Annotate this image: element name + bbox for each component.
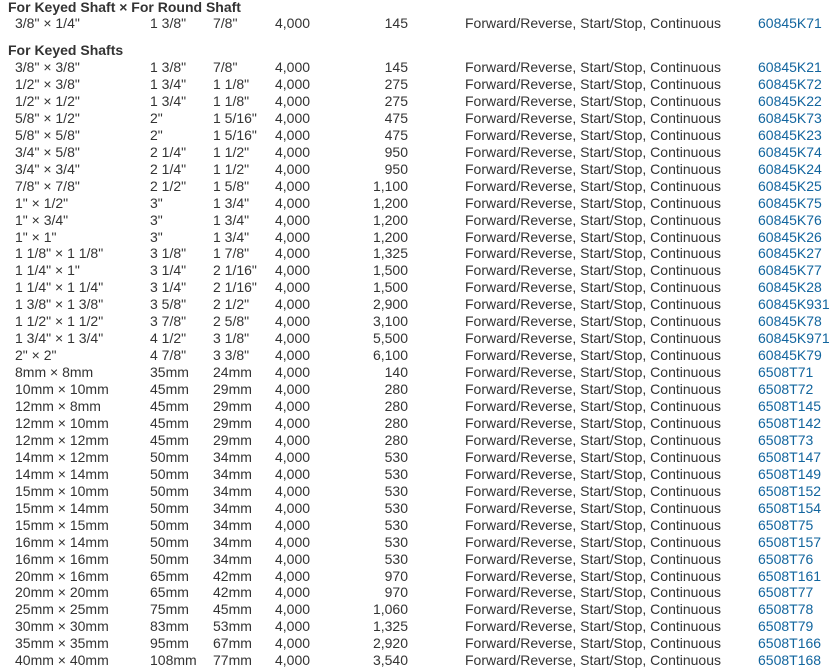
table-row: [0, 449, 839, 466]
max-rpm: 4,000: [275, 109, 311, 126]
overall-width: 2 5/8": [213, 313, 250, 330]
overall-width: 34mm: [213, 516, 252, 533]
shaft-size: 3/4" × 3/4": [15, 160, 80, 177]
part-number-link[interactable]: 60845K25: [758, 177, 822, 194]
motion-type: Forward/Reverse, Start/Stop, Continuous: [465, 160, 722, 177]
table-row: [0, 59, 839, 76]
table-row: [0, 161, 839, 178]
shaft-size: 1 1/4" × 1": [15, 262, 80, 279]
shaft-size: 1" × 3/4": [15, 211, 69, 228]
outside-diameter: 3 5/8": [150, 296, 187, 313]
max-torque: 2,900: [372, 296, 408, 313]
max-rpm: 4,000: [275, 296, 311, 313]
max-rpm: 4,000: [275, 381, 311, 398]
overall-width: 34mm: [213, 550, 252, 567]
table-row: [0, 262, 839, 279]
motion-type: Forward/Reverse, Start/Stop, Continuous: [465, 584, 722, 601]
outside-diameter: 3 1/4": [150, 279, 187, 296]
max-torque: 3,100: [372, 313, 408, 330]
max-rpm: 4,000: [275, 143, 311, 160]
overall-width: 42mm: [213, 584, 252, 601]
part-number-link[interactable]: 60845K78: [758, 313, 822, 330]
shaft-size: 15mm × 10mm: [15, 482, 109, 499]
overall-width: 29mm: [213, 398, 252, 414]
table-row: [0, 144, 839, 161]
max-rpm: 4,000: [275, 652, 311, 669]
motion-type: Forward/Reverse, Start/Stop, Continuous: [465, 75, 722, 92]
outside-diameter: 75mm: [150, 601, 189, 618]
shaft-size: 25mm × 25mm: [15, 601, 109, 618]
shaft-size: 1/2" × 3/8": [15, 75, 80, 92]
max-torque: 2,920: [372, 635, 408, 652]
max-torque: 1,200: [372, 211, 408, 228]
motion-type: Forward/Reverse, Start/Stop, Continuous: [465, 499, 722, 516]
part-number-link[interactable]: 6508T77: [758, 584, 814, 601]
motion-type: Forward/Reverse, Start/Stop, Continuous: [465, 550, 722, 567]
max-rpm: 4,000: [275, 533, 311, 550]
overall-width: 34mm: [213, 482, 252, 499]
outside-diameter: 3": [150, 194, 163, 211]
overall-width: 1 5/8": [213, 177, 250, 194]
part-number-link[interactable]: 60845K24: [758, 160, 822, 177]
part-number-link[interactable]: 60845K71: [758, 15, 822, 31]
max-rpm: 4,000: [275, 618, 311, 635]
outside-diameter: 3": [150, 211, 163, 228]
outside-diameter: 45mm: [150, 431, 189, 448]
max-torque: 3,540: [372, 652, 408, 669]
motion-type: Forward/Reverse, Start/Stop, Continuous: [465, 177, 722, 194]
part-number-link[interactable]: 6508T76: [758, 550, 814, 567]
motion-type: Forward/Reverse, Start/Stop, Continuous: [465, 414, 722, 431]
overall-width: 1 5/16": [213, 109, 257, 126]
part-number-link[interactable]: 60845K76: [758, 211, 822, 228]
overall-width: 77mm: [213, 652, 252, 669]
motion-type: Forward/Reverse, Start/Stop, Continuous: [465, 618, 722, 635]
shaft-size: 35mm × 35mm: [15, 635, 109, 652]
table-row: [0, 432, 839, 449]
max-rpm: 4,000: [275, 482, 311, 499]
motion-type: Forward/Reverse, Start/Stop, Continuous: [465, 296, 722, 313]
part-number-link[interactable]: 60845K27: [758, 245, 822, 262]
outside-diameter: 50mm: [150, 533, 189, 550]
overall-width: 34mm: [213, 533, 252, 550]
part-number-link[interactable]: 6508T149: [758, 465, 822, 482]
outside-diameter: 45mm: [150, 398, 189, 414]
max-torque: 1,500: [372, 262, 408, 279]
overall-width: 7/8": [213, 59, 238, 75]
overall-width: 1 3/4": [213, 211, 250, 228]
table-row: [0, 279, 839, 296]
outside-diameter: 45mm: [150, 414, 189, 431]
max-torque: 1,060: [372, 601, 408, 618]
overall-width: 2 1/16": [213, 262, 257, 279]
max-rpm: 4,000: [275, 431, 311, 448]
max-rpm: 4,000: [275, 567, 311, 584]
max-rpm: 4,000: [275, 516, 311, 533]
max-torque: 530: [384, 550, 408, 567]
motion-type: Forward/Reverse, Start/Stop, Continuous: [465, 398, 722, 414]
max-rpm: 4,000: [275, 126, 311, 143]
outside-diameter: 2 1/4": [150, 160, 187, 177]
shaft-size: 30mm × 30mm: [15, 618, 109, 635]
motion-type: Forward/Reverse, Start/Stop, Continuous: [465, 347, 722, 364]
table-row: [0, 296, 839, 313]
max-rpm: 4,000: [275, 584, 311, 601]
overall-width: 2 1/16": [213, 279, 257, 296]
overall-width: 1 7/8": [213, 245, 250, 262]
shaft-size: 3/8" × 1/4": [15, 15, 80, 31]
overall-width: 3 1/8": [213, 330, 250, 347]
part-number-link[interactable]: 6508T157: [758, 533, 822, 550]
part-number-link[interactable]: 60845K971: [758, 330, 830, 347]
table-row: [0, 517, 839, 534]
table-row: [0, 652, 839, 669]
table-row: [0, 601, 839, 618]
shaft-size: 8mm × 8mm: [15, 364, 94, 381]
outside-diameter: 2": [150, 109, 163, 126]
shaft-size: 15mm × 14mm: [15, 499, 109, 516]
overall-width: 53mm: [213, 618, 252, 635]
table-row: [0, 330, 839, 347]
max-rpm: 4,000: [275, 194, 311, 211]
max-torque: 475: [384, 126, 408, 143]
outside-diameter: 83mm: [150, 618, 189, 635]
motion-type: Forward/Reverse, Start/Stop, Continuous: [465, 15, 722, 31]
motion-type: Forward/Reverse, Start/Stop, Continuous: [465, 448, 722, 465]
table-row: [0, 229, 839, 246]
shaft-size: 14mm × 14mm: [15, 465, 109, 482]
max-torque: 530: [384, 482, 408, 499]
table-row: [0, 584, 839, 601]
table-row: [0, 212, 839, 229]
outside-diameter: 50mm: [150, 465, 189, 482]
motion-type: Forward/Reverse, Start/Stop, Continuous: [465, 143, 722, 160]
table-row: [0, 313, 839, 330]
max-torque: 1,100: [372, 177, 408, 194]
part-number-link[interactable]: 6508T78: [758, 601, 814, 618]
overall-width: 34mm: [213, 499, 252, 516]
part-number-link[interactable]: 6508T168: [758, 652, 822, 669]
overall-width: 24mm: [213, 364, 252, 381]
part-number-link[interactable]: 6508T166: [758, 635, 822, 652]
overall-width: 7/8": [213, 15, 238, 31]
max-rpm: 4,000: [275, 279, 311, 296]
table-row: [0, 551, 839, 568]
max-torque: 275: [384, 92, 408, 109]
shaft-size: 20mm × 16mm: [15, 567, 109, 584]
shaft-size: 7/8" × 7/8": [15, 177, 80, 194]
shaft-size: 1 3/8" × 1 3/8": [15, 296, 104, 313]
outside-diameter: 95mm: [150, 635, 189, 652]
shaft-size: 1 1/2" × 1 1/2": [15, 313, 104, 330]
part-number-link[interactable]: 60845K931: [758, 296, 830, 313]
outside-diameter: 108mm: [150, 652, 197, 669]
max-torque: 1,325: [372, 618, 408, 635]
max-torque: 530: [384, 533, 408, 550]
max-torque: 6,100: [372, 347, 408, 364]
outside-diameter: 1 3/4": [150, 75, 187, 92]
shaft-size: 3/8" × 3/8": [15, 59, 80, 75]
table-row: [0, 15, 839, 32]
shaft-size: 2" × 2": [15, 347, 57, 364]
max-torque: 275: [384, 75, 408, 92]
motion-type: Forward/Reverse, Start/Stop, Continuous: [465, 516, 722, 533]
max-rpm: 4,000: [275, 211, 311, 228]
max-torque: 530: [384, 516, 408, 533]
overall-width: 29mm: [213, 431, 252, 448]
max-rpm: 4,000: [275, 177, 311, 194]
shaft-size: 1" × 1/2": [15, 194, 69, 211]
max-torque: 1,325: [372, 245, 408, 262]
motion-type: Forward/Reverse, Start/Stop, Continuous: [465, 59, 722, 75]
outside-diameter: 35mm: [150, 364, 189, 381]
motion-type: Forward/Reverse, Start/Stop, Continuous: [465, 126, 722, 143]
table-row: [0, 178, 839, 195]
max-torque: 1,200: [372, 194, 408, 211]
shaft-size: 5/8" × 1/2": [15, 109, 80, 126]
max-torque: 145: [384, 59, 408, 75]
part-number-link[interactable]: 60845K26: [758, 228, 822, 245]
max-rpm: 4,000: [275, 398, 311, 414]
table-row: [0, 635, 839, 652]
part-number-link[interactable]: 6508T145: [758, 398, 822, 414]
max-torque: 280: [384, 381, 408, 398]
max-torque: 950: [384, 160, 408, 177]
max-rpm: 4,000: [275, 364, 311, 381]
max-rpm: 4,000: [275, 92, 311, 109]
part-number-link[interactable]: 60845K79: [758, 347, 822, 364]
table-row: [0, 76, 839, 93]
max-torque: 1,500: [372, 279, 408, 296]
table-row: [0, 618, 839, 635]
max-torque: 970: [384, 584, 408, 601]
motion-type: Forward/Reverse, Start/Stop, Continuous: [465, 635, 722, 652]
max-torque: 280: [384, 431, 408, 448]
max-rpm: 4,000: [275, 262, 311, 279]
shaft-size: 1 1/8" × 1 1/8": [15, 245, 104, 262]
outside-diameter: 65mm: [150, 584, 189, 601]
max-rpm: 4,000: [275, 330, 311, 347]
max-rpm: 4,000: [275, 550, 311, 567]
shaft-size: 1" × 1": [15, 228, 57, 245]
max-rpm: 4,000: [275, 15, 311, 31]
part-number-link[interactable]: 60845K22: [758, 92, 822, 109]
motion-type: Forward/Reverse, Start/Stop, Continuous: [465, 279, 722, 296]
outside-diameter: 50mm: [150, 516, 189, 533]
part-number-link[interactable]: 6508T161: [758, 567, 822, 584]
max-rpm: 4,000: [275, 347, 311, 364]
max-torque: 950: [384, 143, 408, 160]
part-number-link[interactable]: 60845K74: [758, 143, 822, 160]
part-number-link[interactable]: 6508T147: [758, 448, 822, 465]
part-number-link[interactable]: 6508T71: [758, 364, 814, 381]
motion-type: Forward/Reverse, Start/Stop, Continuous: [465, 482, 722, 499]
motion-type: Forward/Reverse, Start/Stop, Continuous: [465, 228, 722, 245]
part-number-link[interactable]: 6508T75: [758, 516, 814, 533]
motion-type: Forward/Reverse, Start/Stop, Continuous: [465, 652, 722, 669]
max-rpm: 4,000: [275, 160, 311, 177]
max-torque: 280: [384, 398, 408, 414]
shaft-size: 3/4" × 5/8": [15, 143, 80, 160]
overall-width: 1 1/2": [213, 160, 250, 177]
motion-type: Forward/Reverse, Start/Stop, Continuous: [465, 211, 722, 228]
max-rpm: 4,000: [275, 414, 311, 431]
table-row: [0, 500, 839, 517]
part-number-link[interactable]: 60845K75: [758, 194, 822, 211]
shaft-size: 1 1/4" × 1 1/4": [15, 279, 104, 296]
shaft-size: 15mm × 15mm: [15, 516, 109, 533]
part-number-link[interactable]: 60845K28: [758, 279, 822, 296]
table-row: [0, 347, 839, 364]
overall-width: 34mm: [213, 448, 252, 465]
outside-diameter: 4 1/2": [150, 330, 187, 347]
outside-diameter: 2 1/2": [150, 177, 187, 194]
shaft-size: 40mm × 40mm: [15, 652, 109, 669]
max-torque: 145: [384, 15, 408, 31]
max-torque: 140: [384, 364, 408, 381]
overall-width: 1 3/4": [213, 194, 250, 211]
part-number-link[interactable]: 6508T73: [758, 431, 814, 448]
motion-type: Forward/Reverse, Start/Stop, Continuous: [465, 262, 722, 279]
outside-diameter: 3": [150, 228, 163, 245]
table-row: [0, 93, 839, 110]
outside-diameter: 2": [150, 126, 163, 143]
outside-diameter: 3 1/8": [150, 245, 187, 262]
table-row: [0, 568, 839, 585]
max-torque: 530: [384, 465, 408, 482]
table-row: [0, 195, 839, 212]
table-row: [0, 110, 839, 127]
motion-type: Forward/Reverse, Start/Stop, Continuous: [465, 194, 722, 211]
max-rpm: 4,000: [275, 465, 311, 482]
shaft-size: 12mm × 10mm: [15, 414, 109, 431]
shaft-size: 12mm × 8mm: [15, 398, 101, 414]
motion-type: Forward/Reverse, Start/Stop, Continuous: [465, 364, 722, 381]
table-row: [0, 245, 839, 262]
outside-diameter: 50mm: [150, 482, 189, 499]
table-row: [0, 534, 839, 551]
shaft-size: 5/8" × 5/8": [15, 126, 80, 143]
max-rpm: 4,000: [275, 448, 311, 465]
max-rpm: 4,000: [275, 245, 311, 262]
part-number-link[interactable]: 60845K23: [758, 126, 822, 143]
max-rpm: 4,000: [275, 635, 311, 652]
overall-width: 42mm: [213, 567, 252, 584]
shaft-size: 14mm × 12mm: [15, 448, 109, 465]
motion-type: Forward/Reverse, Start/Stop, Continuous: [465, 465, 722, 482]
max-torque: 280: [384, 414, 408, 431]
max-rpm: 4,000: [275, 228, 311, 245]
overall-width: 34mm: [213, 465, 252, 482]
outside-diameter: 50mm: [150, 448, 189, 465]
motion-type: Forward/Reverse, Start/Stop, Continuous: [465, 313, 722, 330]
max-torque: 5,500: [372, 330, 408, 347]
outside-diameter: 50mm: [150, 499, 189, 516]
motion-type: Forward/Reverse, Start/Stop, Continuous: [465, 567, 722, 584]
max-torque: 475: [384, 109, 408, 126]
part-number-link[interactable]: 60845K73: [758, 109, 822, 126]
outside-diameter: 3 1/4": [150, 262, 187, 279]
shaft-size: 1/2" × 1/2": [15, 92, 80, 109]
overall-width: 29mm: [213, 381, 252, 398]
part-number-link[interactable]: 60845K21: [758, 59, 822, 75]
motion-type: Forward/Reverse, Start/Stop, Continuous: [465, 381, 722, 398]
max-rpm: 4,000: [275, 313, 311, 330]
motion-type: Forward/Reverse, Start/Stop, Continuous: [465, 533, 722, 550]
shaft-size: 20mm × 20mm: [15, 584, 109, 601]
shaft-size: 12mm × 12mm: [15, 431, 109, 448]
table-row: [0, 398, 839, 415]
overall-width: 45mm: [213, 601, 252, 618]
max-rpm: 4,000: [275, 75, 311, 92]
outside-diameter: 1 3/4": [150, 92, 187, 109]
max-rpm: 4,000: [275, 601, 311, 618]
motion-type: Forward/Reverse, Start/Stop, Continuous: [465, 109, 722, 126]
max-torque: 970: [384, 567, 408, 584]
max-torque: 530: [384, 499, 408, 516]
table-row: [0, 483, 839, 500]
part-number-link[interactable]: 60845K72: [758, 75, 822, 92]
motion-type: Forward/Reverse, Start/Stop, Continuous: [465, 245, 722, 262]
table-row: [0, 364, 839, 381]
outside-diameter: 50mm: [150, 550, 189, 567]
overall-width: 2 1/2": [213, 296, 250, 313]
overall-width: 1 1/8": [213, 75, 250, 92]
part-number-link[interactable]: 60845K77: [758, 262, 822, 279]
outside-diameter: 4 7/8": [150, 347, 187, 364]
shaft-size: 16mm × 16mm: [15, 550, 109, 567]
max-rpm: 4,000: [275, 59, 311, 75]
outside-diameter: 3 7/8": [150, 313, 187, 330]
shaft-size: 16mm × 14mm: [15, 533, 109, 550]
overall-width: 29mm: [213, 414, 252, 431]
max-torque: 1,200: [372, 228, 408, 245]
outside-diameter: 45mm: [150, 381, 189, 398]
outside-diameter: 1 3/8": [150, 59, 187, 75]
table-row: [0, 381, 839, 398]
overall-width: 1 5/16": [213, 126, 257, 143]
motion-type: Forward/Reverse, Start/Stop, Continuous: [465, 601, 722, 618]
overall-width: 1 3/4": [213, 228, 250, 245]
overall-width: 67mm: [213, 635, 252, 652]
overall-width: 1 1/2": [213, 143, 250, 160]
shaft-size: 10mm × 10mm: [15, 381, 109, 398]
overall-width: 1 1/8": [213, 92, 250, 109]
max-rpm: 4,000: [275, 499, 311, 516]
group-heading: For Keyed Shaft × For Round Shaft: [8, 0, 241, 15]
part-number-link[interactable]: 6508T72: [758, 381, 814, 398]
table-row: [0, 127, 839, 144]
outside-diameter: 65mm: [150, 567, 189, 584]
motion-type: Forward/Reverse, Start/Stop, Continuous: [465, 330, 722, 347]
group-heading: For Keyed Shafts: [8, 42, 124, 58]
motion-type: Forward/Reverse, Start/Stop, Continuous: [465, 92, 722, 109]
part-number-link[interactable]: 6508T79: [758, 618, 814, 635]
part-number-link[interactable]: 6508T142: [758, 414, 822, 431]
part-number-link[interactable]: 6508T154: [758, 499, 822, 516]
overall-width: 3 3/8": [213, 347, 250, 364]
part-number-link[interactable]: 6508T152: [758, 482, 822, 499]
outside-diameter: 1 3/8": [150, 15, 187, 31]
outside-diameter: 2 1/4": [150, 143, 187, 160]
table-row: [0, 415, 839, 432]
shaft-size: 1 3/4" × 1 3/4": [15, 330, 104, 347]
table-row: [0, 466, 839, 483]
max-torque: 530: [384, 448, 408, 465]
motion-type: Forward/Reverse, Start/Stop, Continuous: [465, 431, 722, 448]
